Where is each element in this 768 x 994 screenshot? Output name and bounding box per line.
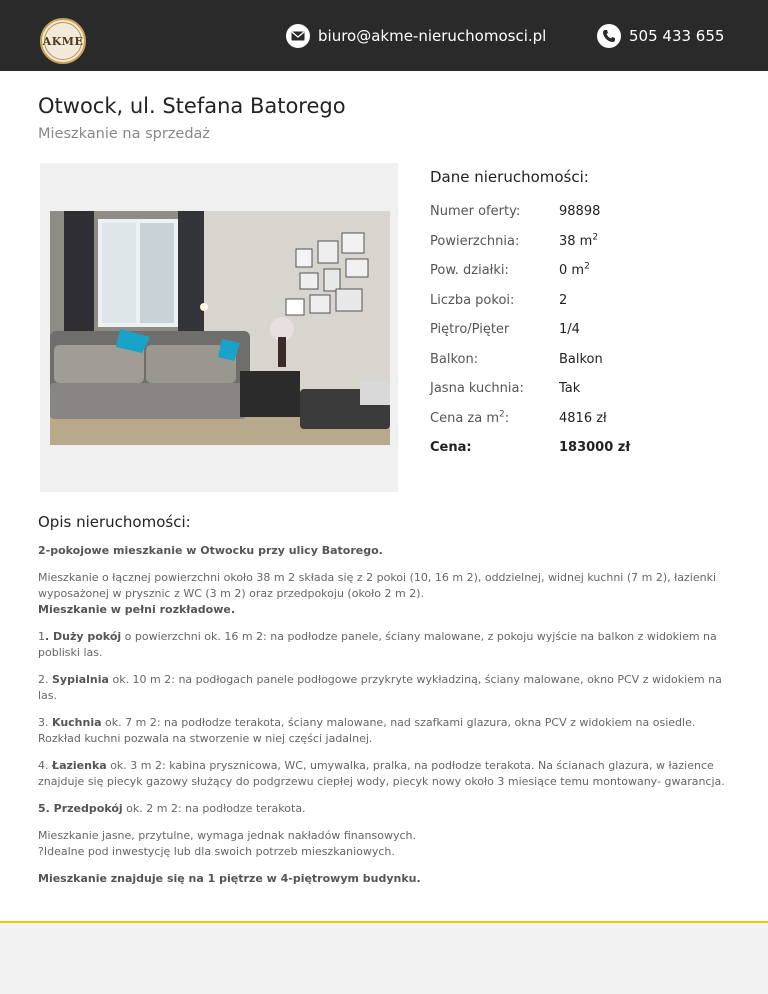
phone-text[interactable]: 505 433 655 xyxy=(629,27,725,45)
detail-value: Tak xyxy=(559,381,581,397)
detail-row-price-per-m2 xyxy=(430,404,730,434)
logo-text: AKME xyxy=(42,34,84,48)
photo-frame xyxy=(40,163,398,492)
detail-label: Cena za $m^2$: xyxy=(430,409,510,426)
detail-row-rooms xyxy=(430,286,730,316)
detail-label: Cena: xyxy=(430,440,472,456)
detail-label: Numer oferty: xyxy=(430,204,521,220)
listing-subtitle: Mieszkanie na sprzedaż xyxy=(38,126,211,142)
detail-row-plot-area xyxy=(430,256,730,286)
detail-row-area xyxy=(430,227,730,257)
detail-label: Jasna kuchnia: xyxy=(430,381,524,397)
detail-row-floor xyxy=(430,315,730,345)
description-paragraph: Mieszkanie jasne, przytulne, wymaga jednak nakładów finansowych. ?Idealne pod inwestycję lub dla swoich potrzeb mieszkaniowych. xyxy=(38,829,416,858)
envelope-icon xyxy=(286,24,310,48)
description-paragraph: Mieszkanie o łącznej powierzchni około 38 m 2 składa się z 2 pokoi (10, 16 m 2), oddzielnej, widnej kuchni (7 m 2), łazienki wyposażonej w prysznic z WC (3 m 2) oraz przedpokoju (około 2 m 2). Mieszkanie w pełni rozkładowe. xyxy=(38,571,717,616)
email-text[interactable]: biuro@akme-nieruchomosci.pl xyxy=(318,27,547,45)
description-paragraph: 1. Duży pokój o powierzchni ok. 16 m 2: na podłodze panele, ściany malowane, z pokoju wyjście na balkon z widokiem na pobliski las. xyxy=(38,630,717,659)
detail-value: 38 $m^2$ xyxy=(559,232,599,249)
property-photo[interactable] xyxy=(50,211,390,445)
phone-icon xyxy=(597,24,621,48)
description-paragraph: 2. Sypialnia ok. 10 m 2: na podłogach panele podłogowe przykryte wykładziną, ściany malowane, okno PCV z widokiem na las. xyxy=(38,673,722,702)
description-body xyxy=(38,543,728,898)
description-paragraph: 4. Łazienka ok. 3 m 2: kabina prysznicowa, WC, umywalka, pralka, na podłodze terakota. Na ścianach glazura, w łazience znajduje się piecyk gazowy służący do podgrzewu ciepłej wody, piecyk nowy około 3 miesiące temu montowany- gwarancja. xyxy=(38,759,725,788)
header-bar xyxy=(0,0,768,71)
property-details xyxy=(430,168,730,463)
detail-row-balcony xyxy=(430,345,730,375)
akme-logo[interactable] xyxy=(40,18,86,64)
detail-value: 4816 zł xyxy=(559,410,607,426)
detail-label: Liczba pokoi: xyxy=(430,292,515,308)
description-paragraph: 2-pokojowe mieszkanie w Otwocku przy ulicy Batorego. xyxy=(38,544,383,557)
detail-row-offer-number xyxy=(430,197,730,227)
description-paragraph: Mieszkanie znajduje się na 1 piętrze w 4-piętrowym budynku. xyxy=(38,872,421,885)
detail-label: Powierzchnia: xyxy=(430,233,520,249)
detail-value: Balkon xyxy=(559,351,603,367)
detail-value: 2 xyxy=(559,292,568,308)
details-title: Dane nieruchomości: xyxy=(430,168,589,186)
description-title: Opis nieruchomości: xyxy=(38,513,191,531)
listing-title: Otwock, ul. Stefana Batorego xyxy=(38,94,346,118)
detail-label: Balkon: xyxy=(430,351,479,367)
email-contact[interactable] xyxy=(286,24,546,48)
detail-value: 98898 xyxy=(559,204,601,220)
detail-row-price xyxy=(430,433,730,463)
footer-bar xyxy=(0,921,768,994)
detail-value: 0 $m^2$ xyxy=(559,261,590,279)
detail-value: 1/4 xyxy=(559,322,580,338)
detail-label: Piętro/Pięter xyxy=(430,322,510,338)
detail-row-bright-kitchen xyxy=(430,374,730,404)
description-paragraph: 5. Przedpokój ok. 2 m 2: na podłodze terakota. xyxy=(38,802,306,815)
detail-label: Pow. działki: xyxy=(430,263,509,279)
description-paragraph: 3. Kuchnia ok. 7 m 2: na podłodze terakota, ściany malowane, nad szafkami glazura, okna PCV z widokiem na osiedle. Rozkład kuchni pozwala na stworzenie w niej części jadalnej. xyxy=(38,716,696,745)
detail-value: 183000 zł xyxy=(559,440,631,456)
phone-contact[interactable] xyxy=(597,24,724,48)
logo-seal xyxy=(44,22,82,60)
